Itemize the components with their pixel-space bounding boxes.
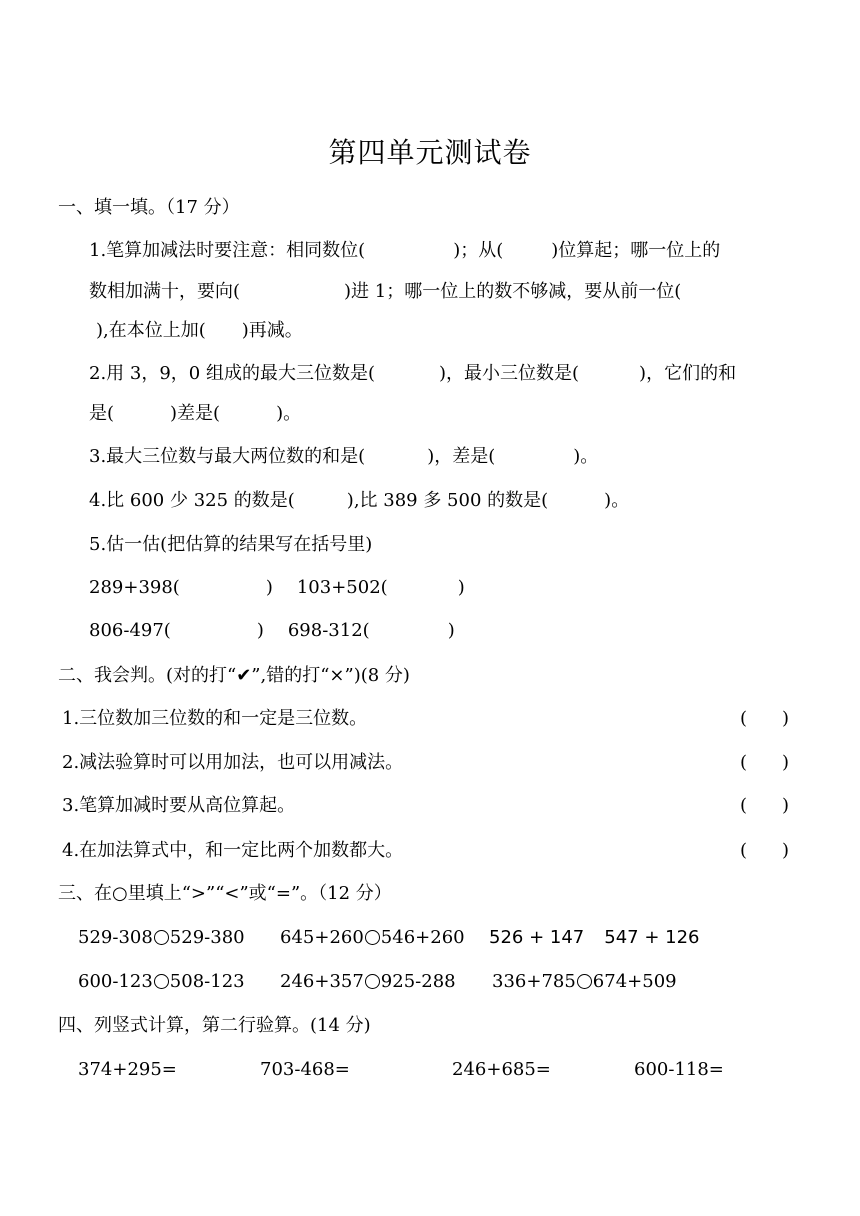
compare-3: 526 + 147 547 + 126 — [489, 927, 700, 948]
compare-5: 246+357 925-288 — [280, 971, 456, 992]
blank-circle-icon[interactable] — [365, 974, 380, 989]
question-1-line-1: 1.笔算加减法时要注意：相同数位( )；从( )位算起；哪一位上的 — [89, 240, 721, 261]
section-4-heading: 四、列竖式计算，第二行验算。(14 分) — [58, 1015, 371, 1036]
section-3-heading: 三、在○里填上“>”“<”或“=”。（12 分） — [58, 883, 392, 904]
page-title: 第四单元测试卷 — [328, 136, 532, 169]
calc-item-2: 703-468= — [260, 1059, 350, 1080]
question-2-line-1: 2.用 3，9，0 组成的最大三位数是( )，最小三位数是( )，它们的和 — [89, 363, 737, 384]
estimate-row-2: 806-497( ) 698-312( ) — [89, 620, 455, 641]
judge-item-2: 2.减法验算时可以用加法，也可以用减法。 — [62, 752, 404, 773]
question-1-line-3: ),在本位上加( )再减。 — [96, 320, 303, 341]
compare-1: 529-308 529-380 — [78, 927, 245, 948]
section-1-heading: 一、填一填。（17 分） — [58, 197, 240, 218]
calc-item-3: 246+685= — [452, 1059, 551, 1080]
blank-circle-icon[interactable] — [154, 930, 169, 945]
compare-6: 336+785 674+509 — [492, 971, 677, 992]
compare-4: 600-123 508-123 — [78, 971, 245, 992]
calc-item-1: 374+295= — [78, 1059, 177, 1080]
judge-item-3: 3.笔算加减时要从高位算起。 — [62, 795, 296, 816]
judge-bracket-4: ( ) — [740, 840, 790, 861]
blank-circle-icon[interactable] — [365, 930, 380, 945]
judge-item-4: 4.在加法算式中，和一定比两个加数都大。 — [62, 840, 404, 861]
compare-2: 645+260 546+260 — [280, 927, 465, 948]
blank-circle-icon[interactable] — [154, 974, 169, 989]
calc-item-4: 600-118= — [634, 1059, 724, 1080]
judge-item-1: 1.三位数加三位数的和一定是三位数。 — [62, 708, 368, 729]
estimate-row-1: 289+398( ) 103+502( ) — [89, 577, 465, 598]
blank-circle-icon[interactable] — [577, 974, 592, 989]
question-5: 5.估一估(把估算的结果写在括号里) — [89, 534, 373, 555]
judge-bracket-2: ( ) — [740, 752, 790, 773]
question-3: 3.最大三位数与最大两位数的和是( )，差是( )。 — [89, 446, 599, 467]
judge-bracket-3: ( ) — [740, 795, 790, 816]
question-2-line-2: 是( )差是( )。 — [89, 403, 302, 424]
question-1-line-2: 数相加满十，要向( )进 1；哪一位上的数不够减，要从前一位( — [89, 281, 682, 302]
judge-bracket-1: ( ) — [740, 708, 790, 729]
section-2-heading: 二、我会判。(对的打“✔”,错的打“×”)(8 分) — [58, 665, 410, 686]
question-4: 4.比 600 少 325 的数是( ),比 389 多 500 的数是( )。 — [89, 490, 630, 511]
